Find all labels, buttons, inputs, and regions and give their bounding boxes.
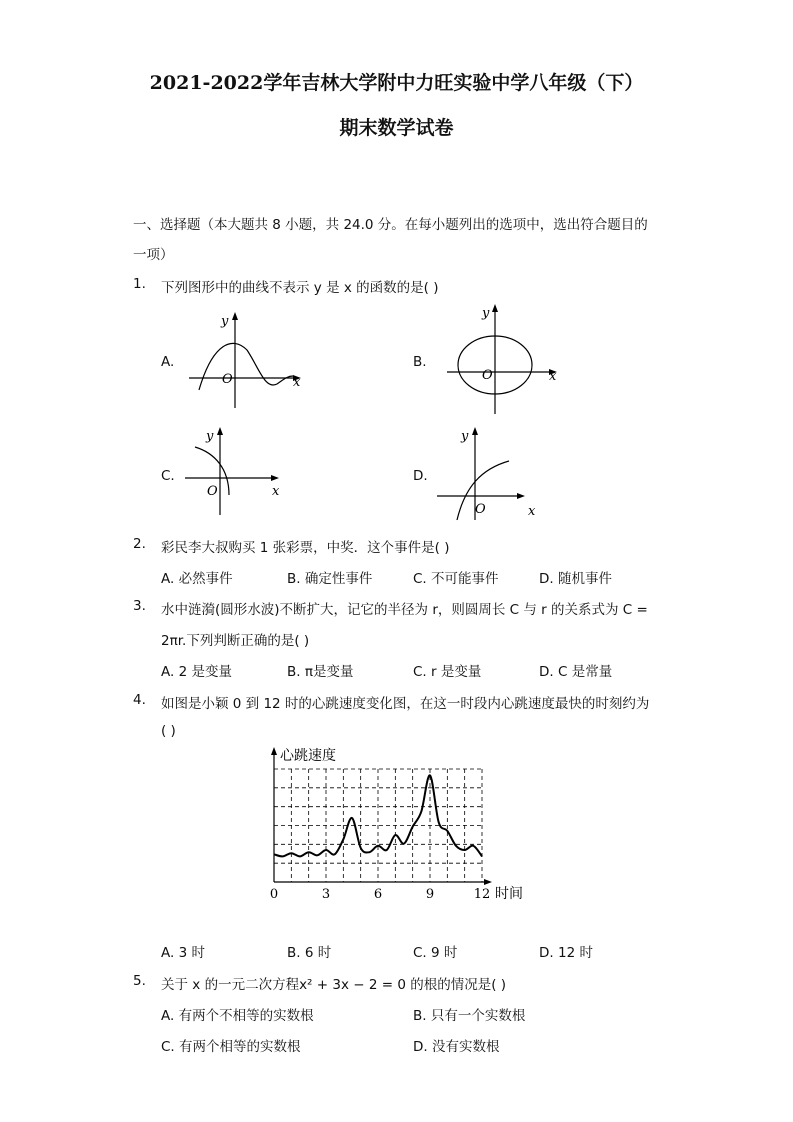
question-stem: 如图是小颖 0 到 12 时的心跳速度变化图，在这一时段内心跳速度最快的时刻约为 <box>161 696 650 712</box>
option-a: A. 必然事件 <box>161 571 233 587</box>
graph-a <box>185 310 310 412</box>
section-header-cont: 一项） <box>133 247 174 263</box>
option-label-c: C. <box>161 468 175 484</box>
question-stem: 水中涟漪(圆形水波)不断扩大，记它的半径为 r，则圆周长 C 与 r 的关系式为 C = <box>161 602 648 618</box>
question-number: 4. <box>133 692 146 708</box>
origin-label: O <box>222 372 233 387</box>
question-number: 1. <box>133 276 146 292</box>
question-stem: 关于 x 的一元二次方程x² + 3x − 2 = 0 的根的情况是( ) <box>161 977 507 993</box>
x-axis-label: x <box>549 369 557 384</box>
heartbeat-chart <box>258 742 533 907</box>
option-b: B. π是变量 <box>287 664 354 680</box>
origin-label: O <box>475 502 486 517</box>
origin-label: O <box>482 368 493 383</box>
option-c: C. 9 时 <box>413 945 458 961</box>
option-c: C. 有两个相等的实数根 <box>161 1039 301 1055</box>
y-axis-label: y <box>221 314 229 329</box>
origin-label: O <box>207 484 218 499</box>
option-d: D. 没有实数根 <box>413 1039 500 1055</box>
x-tick-label: 12 <box>473 887 491 902</box>
x-tick-label: 0 <box>269 887 279 902</box>
option-a: A. 2 是变量 <box>161 664 232 680</box>
question-stem: 彩民李大叔购买 1 张彩票，中奖．这个事件是( ) <box>161 540 450 556</box>
question-stem-cont: ( ) <box>161 723 176 739</box>
graph-d <box>435 425 550 522</box>
question-number: 3. <box>133 598 146 614</box>
graph-c <box>175 425 290 517</box>
question-number: 5. <box>133 973 146 989</box>
option-d: D. 12 时 <box>539 945 593 961</box>
question-number: 2. <box>133 536 146 552</box>
section-header: 一、选择题（本大题共 8 小题，共 24.0 分。在每小题列出的选项中，选出符合题目的 <box>133 217 648 233</box>
x-tick-label: 9 <box>425 887 435 902</box>
y-axis-label: y <box>206 429 214 444</box>
graph-b <box>445 302 570 417</box>
x-axis-label: x <box>528 504 536 519</box>
option-a: A. 3 时 <box>161 945 205 961</box>
option-b: B. 确定性事件 <box>287 571 373 587</box>
option-b: B. 只有一个实数根 <box>413 1008 526 1024</box>
option-label-b: B. <box>413 354 427 370</box>
option-b: B. 6 时 <box>287 945 332 961</box>
x-tick-label: 3 <box>321 887 331 902</box>
y-axis-title: 心跳速度 <box>280 748 336 764</box>
page-subtitle: 期末数学试卷 <box>339 117 454 139</box>
page-title: 2021-2022学年吉林大学附中力旺实验中学八年级（下） <box>149 72 644 94</box>
y-axis-label: y <box>461 429 469 444</box>
option-a: A. 有两个不相等的实数根 <box>161 1008 314 1024</box>
option-d: D. C 是常量 <box>539 664 613 680</box>
option-d: D. 随机事件 <box>539 571 612 587</box>
x-axis-arrow <box>484 879 492 885</box>
option-label-d: D. <box>413 468 428 484</box>
x-axis-label: x <box>272 484 280 499</box>
option-c: C. r 是变量 <box>413 664 482 680</box>
question-stem-cont: 2πr.下列判断正确的是( ) <box>161 633 310 649</box>
x-axis-label: x <box>293 375 301 390</box>
chart-grid <box>274 769 482 882</box>
y-axis-label: y <box>482 306 490 321</box>
question-stem: 下列图形中的曲线不表示 y 是 x 的函数的是( ) <box>161 280 439 296</box>
option-label-a: A. <box>161 354 175 370</box>
x-tick-label: 6 <box>373 887 383 902</box>
y-axis-arrow <box>271 747 277 755</box>
x-axis-title: 时间 <box>495 886 523 902</box>
option-c: C. 不可能事件 <box>413 571 499 587</box>
